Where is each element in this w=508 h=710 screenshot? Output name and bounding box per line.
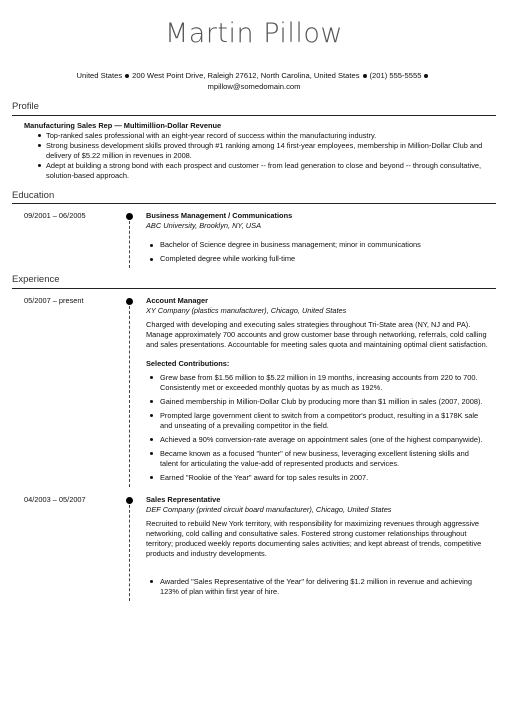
- entry-body: [138, 296, 496, 487]
- profile-title: Manufacturing Sales Rep — Multimillion-Dollar Revenue: [24, 120, 222, 130]
- entry-date: 09/2001 – 06/2005: [24, 211, 86, 221]
- contact-phone: (201) 555-5555: [369, 71, 422, 80]
- education-entry: [12, 204, 496, 274]
- entry-date: 05/2007 – present: [24, 296, 84, 306]
- timeline-rail: [124, 296, 138, 487]
- list-item: Awarded "Sales Representative of the Year" for delivering $1.2 million in revenue and achieving 123% of plan within first year of hire.: [146, 577, 488, 597]
- entry-title: Account Manager: [146, 296, 209, 306]
- timeline-dot-icon: [126, 298, 133, 305]
- section-heading-profile: Profile: [12, 101, 496, 116]
- list-item: Grew base from $1.56 million to $5.22 million in 19 months, increasing accounts from 220 to 700. Consistently met or exceeded monthly quotas by as much as 192%.: [146, 373, 488, 393]
- entry-bullets: [146, 240, 488, 264]
- timeline-line: [129, 306, 130, 487]
- contact-info: [12, 70, 496, 93]
- experience-entry: [12, 493, 496, 601]
- entry-date: 04/2003 – 05/2007: [24, 494, 86, 504]
- list-item: Achieved a 90% conversion-rate average on appointment sales (one of the highest companywide).: [146, 435, 488, 445]
- entry-bullets: [146, 577, 488, 597]
- entry-org: XY Company (plastics manufacturer), Chicago, United States: [146, 306, 347, 316]
- contributions-heading: Selected Contributions:: [146, 358, 230, 368]
- entry-body: [138, 211, 496, 268]
- entry-org: ABC University, Brooklyn, NY, USA: [146, 221, 262, 231]
- entry-bullets: [146, 373, 488, 483]
- entry-description: Charged with developing and executing sales strategies throughout Tri-State area (NY, NJ and PA). Manage approximately 700 accounts and grow customer base through networking, referrals, cold calling and sales presentations. Accountable for meeting sales quota and maintaining optimal client satisfaction.: [146, 320, 488, 349]
- entry-title: Business Management / Communications: [146, 211, 293, 221]
- profile-bullets: [24, 131, 496, 181]
- contact-address: 200 West Point Drive, Raleigh 27612, North Carolina, United States: [132, 71, 360, 80]
- list-item: Became known as a focused "hunter" of new business, leveraging excellent listening skills and talent for articulating the value-add of represented products and services.: [146, 449, 488, 469]
- timeline-line: [129, 505, 130, 601]
- list-item: Completed degree while working full-time: [146, 254, 488, 264]
- education-timeline: [12, 204, 496, 274]
- contact-email[interactable]: mpillow@somedomain.com: [207, 82, 301, 92]
- entry-description: Recruited to rebuild New York territory, with responsibility for maximizing revenues through aggressive networking, cold calling and consultative sales. Fostered strong customer relationships throughout territory; produced weekly reports documenting sales activities; and kept abreast of trends, competitive products and industry developments.: [146, 518, 482, 558]
- separator-dot-icon: [424, 74, 428, 78]
- list-item: Bachelor of Science degree in business management; minor in communications: [146, 240, 488, 250]
- separator-dot-icon: [363, 74, 367, 78]
- timeline-dot-icon: [126, 213, 133, 220]
- list-item: Earned "Rookie of the Year" award for top sales results in 2007.: [146, 473, 488, 483]
- entry-body: [138, 495, 496, 601]
- experience-entry: [12, 289, 496, 493]
- list-item: Strong business development skills proved through #1 ranking among 14 first-year employees, membership in Million-Dollar Club and delivery of $5.22 million in revenues in 2008.: [36, 141, 496, 161]
- list-item: Top-ranked sales professional with an eight-year record of success within the manufacturing industry.: [36, 131, 496, 141]
- list-item: Prompted large government client to switch from a competitor's product, resulting in a $178K sale and unseating of a prevailing competitor in the field.: [146, 411, 488, 431]
- list-item: Gained membership in Million-Dollar Club by producing more than $1 million in sales (2007, 2008).: [146, 397, 488, 407]
- timeline-dot-icon: [126, 497, 133, 504]
- profile-section: [12, 116, 496, 181]
- separator-dot-icon: [125, 74, 129, 78]
- timeline-rail: [124, 211, 138, 268]
- contact-country: United States: [76, 71, 123, 80]
- section-heading-experience: Experience: [12, 274, 496, 289]
- resume-name: Martin Pillow: [164, 18, 344, 49]
- entry-org: DEF Company (printed circuit board manufacturer), Chicago, United States: [146, 504, 392, 514]
- list-item: Adept at building a strong bond with each prospect and customer -- from lead generation to close and beyond -- through consultative, solution-based approach.: [36, 161, 496, 181]
- entry-title: Sales Representative: [146, 494, 221, 504]
- timeline-rail: [124, 495, 138, 601]
- timeline-line: [129, 221, 130, 268]
- section-heading-education: Education: [12, 190, 496, 205]
- experience-timeline: [12, 289, 496, 601]
